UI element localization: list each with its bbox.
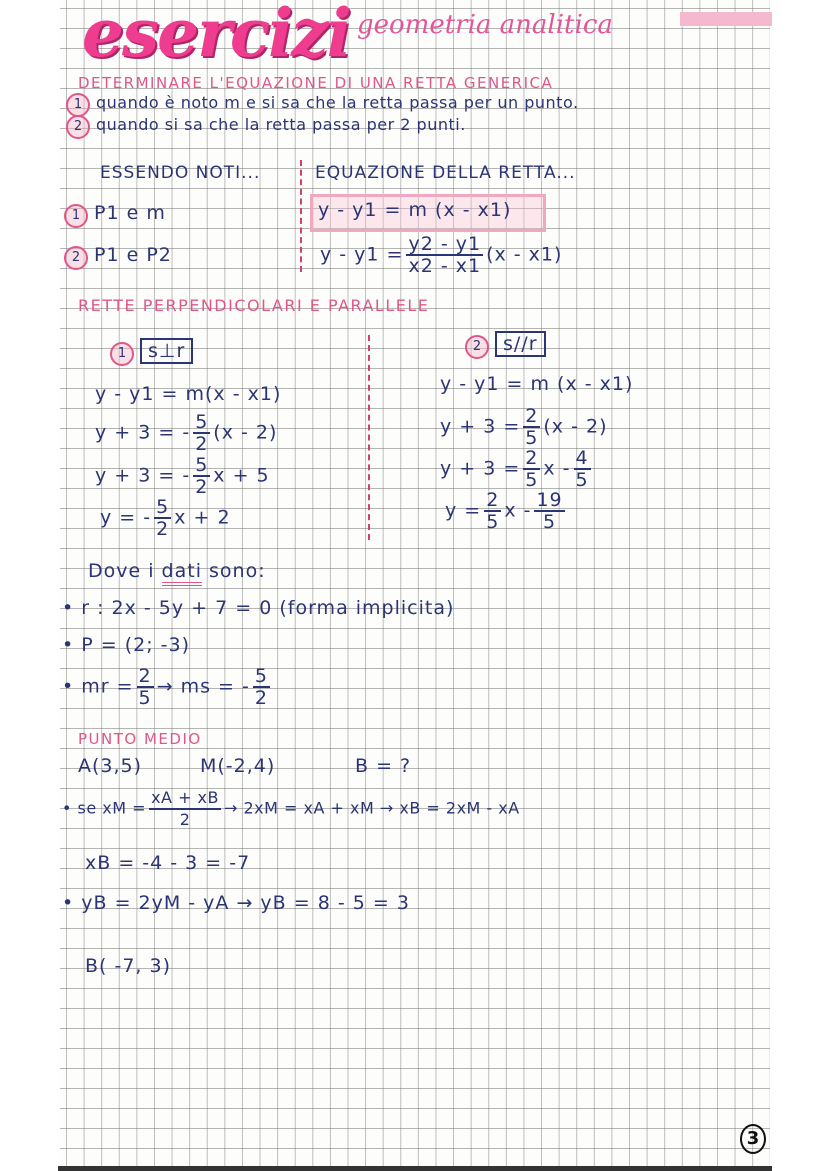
circled-number: 2 (66, 115, 90, 139)
section-heading-perpendicular-parallel: RETTE PERPENDICOLARI E PARALLELE (78, 296, 430, 315)
fraction (523, 448, 540, 490)
eq-part: y + 3 = (440, 415, 521, 438)
eq-part: x - (504, 499, 532, 522)
parallel-label (465, 333, 546, 359)
data-line-p: • P = (2; -3) (62, 634, 191, 656)
case-2 (66, 115, 466, 139)
eq-part: → ms = - (156, 675, 250, 698)
eq-part: y = (445, 499, 482, 522)
eq-part: y + 3 = - (95, 421, 191, 444)
perpendicular-label (110, 340, 193, 366)
boxed-label: s//r (495, 331, 546, 357)
fraction (484, 490, 501, 532)
numerator: 19 (536, 489, 563, 511)
page-title: esercizi (82, 0, 350, 72)
circled-number: 1 (110, 342, 134, 366)
section-heading-equation: DETERMINARE L'EQUAZIONE DI UNA RETTA GENERICA (78, 74, 554, 92)
text: Dove i (88, 560, 162, 582)
eq-part: y + 3 = - (95, 464, 191, 487)
xb-calculation: xB = -4 - 3 = -7 (85, 852, 251, 874)
point-b-result: B( -7, 3) (85, 955, 172, 977)
par-line-4 (445, 490, 568, 532)
denominator: 5 (525, 427, 539, 449)
point-b-unknown: B = ? (355, 755, 412, 777)
fraction (193, 455, 210, 497)
eq-part: y + 3 = (440, 457, 521, 480)
denominator: 5 (575, 469, 589, 491)
eq-part: • mr = (62, 675, 134, 698)
circled-number: 2 (465, 335, 489, 359)
numerator: 2 (486, 489, 500, 511)
equation-two-points (320, 234, 562, 276)
circled-number: 2 (64, 246, 88, 270)
boxed-label: s⊥r (140, 338, 193, 364)
denominator: 2 (254, 687, 268, 709)
point-a: A(3,5) (78, 755, 143, 777)
data-intro (88, 560, 266, 582)
denominator: 2 (195, 433, 209, 455)
highlight-bar (680, 12, 772, 26)
given-2 (64, 244, 172, 270)
column-divider (300, 160, 302, 272)
eq-part: → 2xM = xA + xM → xB = 2xM - xA (224, 798, 520, 818)
eq-part: x + 2 (174, 506, 231, 529)
column-header-given: ESSENDO NOTI... (100, 163, 261, 183)
numerator: 4 (575, 447, 589, 469)
numerator: 2 (525, 447, 539, 469)
denominator: 5 (486, 511, 500, 533)
denominator: 5 (525, 469, 539, 491)
eq-part: (x - 2) (543, 415, 608, 438)
par-line-1: y - y1 = m (x - x1) (440, 373, 634, 395)
denominator: 5 (543, 511, 557, 533)
text: sono: (201, 560, 266, 582)
eq-part: (x - 2) (213, 421, 278, 444)
eq-part: • se xM = (62, 798, 147, 818)
fraction (149, 788, 221, 830)
fraction (574, 448, 591, 490)
denominator: 5 (138, 687, 152, 709)
circled-number: 1 (64, 204, 88, 228)
perp-line-2 (95, 412, 277, 454)
case-text: quando si sa che la retta passa per 2 punti. (96, 115, 466, 134)
equation-point-slope: y - y1 = m (x - x1) (318, 199, 512, 221)
given-text: P1 e m (94, 202, 166, 224)
page-edge (58, 1166, 772, 1171)
fraction (154, 497, 171, 539)
numerator: 2 (138, 665, 152, 687)
yb-calculation: • yB = 2yM - yA → yB = 8 - 5 = 3 (62, 892, 410, 914)
perp-line-4 (100, 497, 231, 539)
numerator: 5 (195, 454, 209, 476)
case-1 (66, 93, 579, 117)
eq-part: (x - x1) (486, 243, 563, 266)
perp-line-3 (95, 455, 270, 497)
eq-part: x + 5 (213, 464, 270, 487)
numerator: y2 - y1 (408, 233, 482, 255)
underlined-word: dati (162, 560, 202, 586)
par-line-3 (440, 448, 594, 490)
fraction (534, 490, 564, 532)
eq-part: y - y1 = (320, 243, 404, 266)
numerator: 5 (195, 411, 209, 433)
fraction (253, 666, 270, 708)
denominator: x2 - x1 (408, 255, 482, 277)
denominator: 2 (156, 518, 170, 540)
numerator: xA + xB (149, 788, 221, 810)
denominator: 2 (195, 476, 209, 498)
data-line-slopes (62, 666, 273, 708)
fraction (406, 234, 483, 276)
circled-number: 1 (66, 93, 90, 117)
midpoint-formula (62, 788, 520, 830)
numerator: 2 (525, 405, 539, 427)
fraction (523, 406, 540, 448)
section-heading-midpoint: PUNTO MEDIO (78, 730, 202, 748)
data-line-r: • r : 2x - 5y + 7 = 0 (forma implicita) (62, 597, 455, 619)
column-header-equation: EQUAZIONE DELLA RETTA... (315, 163, 576, 183)
case-text: quando è noto m e si sa che la retta passa per un punto. (96, 93, 579, 112)
given-1 (64, 202, 166, 228)
fraction (193, 412, 210, 454)
page-number: 3 (740, 1124, 766, 1154)
column-divider (368, 335, 370, 540)
par-line-2 (440, 406, 607, 448)
fraction (137, 666, 154, 708)
eq-part: y = - (100, 506, 152, 529)
perp-line-1: y - y1 = m(x - x1) (95, 383, 282, 405)
denominator: 2 (179, 810, 191, 829)
point-m: M(-2,4) (200, 755, 276, 777)
given-text: P1 e P2 (94, 244, 172, 266)
eq-part: x - (543, 457, 571, 480)
numerator: 5 (254, 665, 268, 687)
page-subtitle: geometria analitica (357, 10, 613, 40)
numerator: 5 (156, 496, 170, 518)
